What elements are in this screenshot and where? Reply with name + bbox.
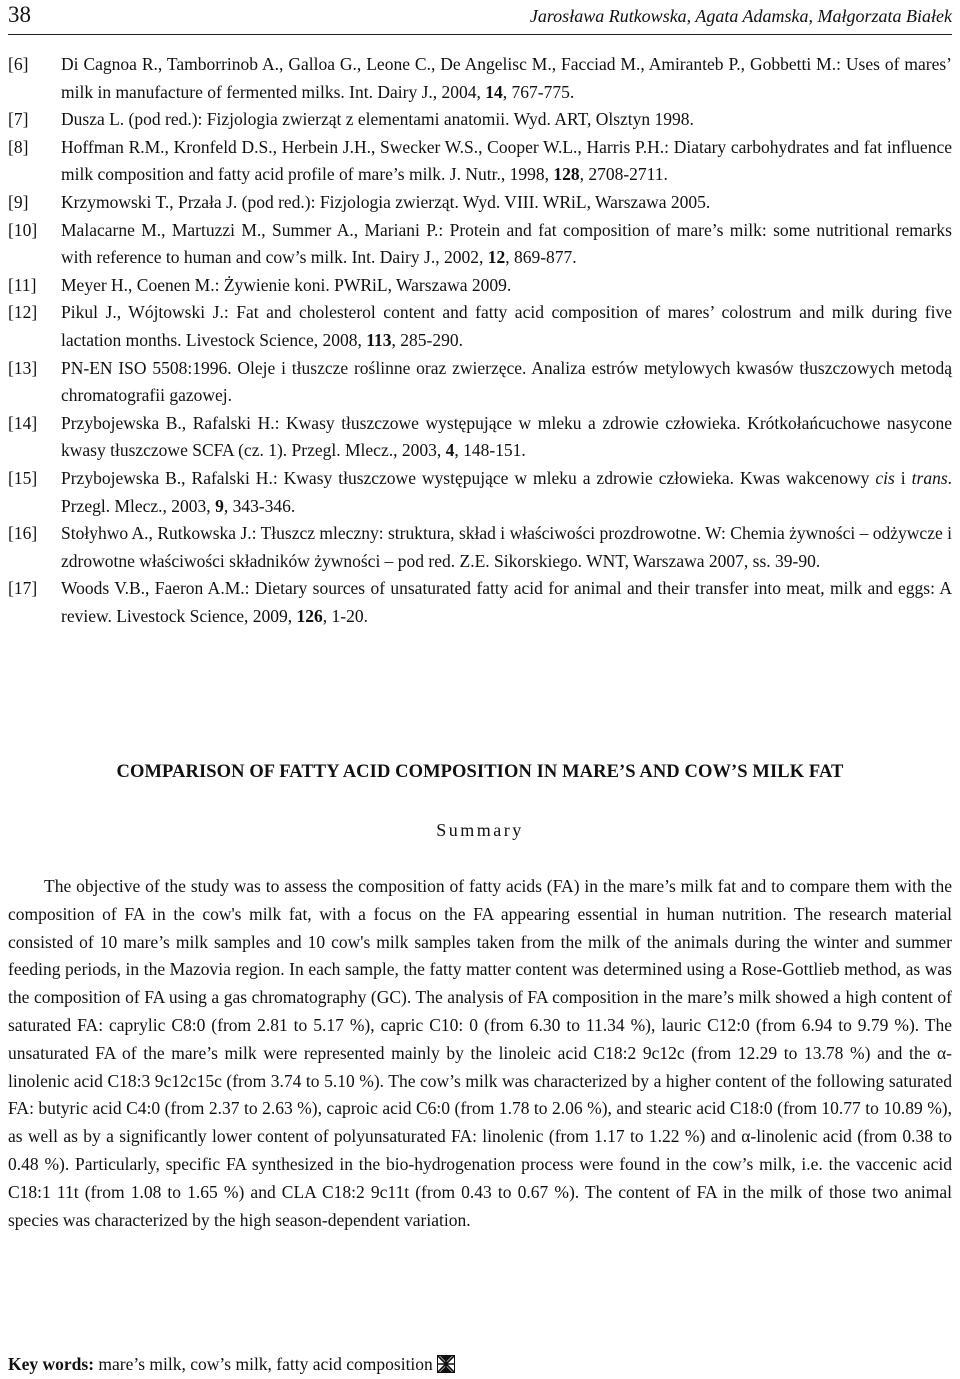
reference-number: [13] (8, 357, 38, 378)
reference-text: Meyer H., Coenen M.: Żywienie koni. PWRiL, Warszawa 2009. (61, 274, 512, 295)
reference-number: [17] (8, 578, 38, 599)
reference-item (8, 51, 952, 106)
reference-pages: , 2708-2711. (579, 164, 668, 185)
reference-number: [7] (8, 109, 29, 130)
reference-list (8, 51, 952, 630)
reference-text: Woods V.B., Faeron A.M.: Dietary sources of unsaturated fatty acid for animal and their transfer into meat, milk and eggs: A review. Livestock Science, 2009, (61, 578, 952, 626)
reference-text: Dusza L. (pod red.): Fizjologia zwierząt z elementami anatomii. Wyd. ART, Olsztyn 1998. (61, 109, 694, 130)
reference-pages: , 1-20. (322, 605, 368, 626)
keywords-label: Key words: (8, 1354, 95, 1374)
reference-italic-term: cis (875, 467, 895, 488)
reference-volume: 4 (445, 440, 455, 461)
reference-text: Malacarne M., Martuzzi M., Summer A., Mariani P.: Protein and fat composition of mare’s milk: some nutritional remarks with reference to human and cow’s milk. Int. Dairy J., 2002, (61, 219, 952, 268)
reference-item (8, 189, 952, 217)
reference-volume: 126 (296, 605, 323, 626)
reference-number: [10] (8, 219, 38, 240)
reference-item (8, 410, 952, 465)
reference-italic-term: trans (911, 467, 948, 488)
page-number: 38 (8, 2, 31, 27)
reference-item (8, 134, 952, 189)
end-of-article-icon (437, 1355, 455, 1373)
reference-pages: , 285-290. (391, 329, 463, 350)
reference-number: [8] (8, 136, 29, 157)
reference-number: [16] (8, 523, 38, 544)
page-header (8, 0, 952, 35)
reference-item (8, 465, 952, 520)
reference-volume: 113 (366, 329, 392, 350)
reference-item (8, 520, 952, 575)
reference-item (8, 355, 952, 410)
reference-volume: 14 (485, 81, 503, 102)
reference-text-joiner: i (894, 467, 912, 488)
reference-item (8, 106, 952, 134)
reference-text: Di Cagnoa R., Tamborrinob A., Galloa G., Leone C., De Angelisc M., Facciad M., Amiranteb P., Gobbetti M.: Uses of mares’ milk in manufacture of fermented milks. Int. Dairy J., 2004, (61, 54, 952, 102)
reference-volume: 12 (487, 247, 506, 268)
reference-pages: , 148-151. (454, 440, 526, 461)
reference-text-continued: . Przegl. Mlecz., 2003, (61, 467, 952, 516)
keywords-text: mare’s milk, cow’s milk, fatty acid composition (98, 1354, 433, 1374)
reference-number: [14] (8, 412, 38, 433)
reference-text: Przybojewska B., Rafalski H.: Kwasy tłuszczowe występujące w mleku a zdrowie człowieka. Kwas wakcenowy (61, 467, 876, 488)
reference-item (8, 217, 952, 272)
reference-item (8, 272, 952, 300)
reference-pages: , 343-346. (223, 495, 296, 516)
summary-heading: Summary (436, 820, 524, 840)
reference-text: Przybojewska B., Rafalski H.: Kwasy tłuszczowe występujące w mleku a zdrowie człowieka. Krótkołańcuchowe nasycone kwasy tłuszczowe SCFA (cz. 1). Przegl. Mlecz., 2003, (61, 412, 952, 461)
reference-number: [11] (8, 274, 37, 295)
reference-pages: , 869-877. (505, 247, 577, 268)
reference-volume: 9 (215, 495, 224, 516)
reference-text: Krzymowski T., Przała J. (pod red.): Fizjologia zwierząt. Wyd. VIII. WRiL, Warszawa 2005. (61, 191, 711, 212)
reference-volume: 128 (553, 164, 580, 185)
reference-text: Hoffman R.M., Kronfeld D.S., Herbein J.H., Swecker W.S., Cooper W.L., Harris P.H.: Diatary carbohydrates and fat influence milk composition and fatty acid profile of mare’s milk. J. Nutr., 1998, (61, 136, 952, 185)
reference-text: Pikul J., Wójtowski J.: Fat and cholesterol content and fatty acid composition of mares’ colostrum and milk during five lactation months. Livestock Science, 2008, (61, 302, 952, 350)
reference-number: [6] (8, 54, 29, 74)
reference-pages: , 767-775. (502, 81, 575, 102)
reference-text: PN-EN ISO 5508:1996. Oleje i tłuszcze roślinne oraz zwierzęce. Analiza estrów metylowych kwasów tłuszczowych metodą chromatografii gazowej. (61, 357, 952, 406)
reference-item (8, 299, 952, 354)
summary-abstract: The objective of the study was to assess the composition of fatty acids (FA) in the mare’s milk fat and to compare them with the composition of FA in the cow's milk fat, with a focus on the FA appearing essential in human nutrition. The research material consisted of 10 mare’s milk samples and 10 cow's milk samples taken from the milk of the animals during the winter and summer feeding periods, in the Mazovia region. In each sample, the fatty matter content was determined using a Rose-Gottlieb method, as was the composition of FA using a gas chromatography (GC). The analysis of FA composition in the mare’s milk showed a high content of saturated FA: caprylic C8:0 (from 2.81 to 5.17 %), capric C10: 0 (from 6.30 to 11.34 %), lauric C12:0 (from 6.94 to 9.79 %). The unsaturated FA of the mare’s milk were represented mainly by the linoleic acid C18:2 9c12c (from 12.29 to 13.78 %) and the α-linolenic acid C18:3 9c12c15c (from 3.74 to 5.10 %). The cow’s milk was characterized by a higher content of the following saturated FA: butyric acid C4:0 (from 2.37 to 2.63 %), caproic acid C6:0 (from 1.78 to 2.06 %), and stearic acid C18:0 (from 10.77 to 10.89 %), as well as by a significantly lower content of polyunsaturated FA: linolenic (from 1.17 to 1.22 %) and α-linolenic acid (from 0.38 to 0.48 %). Particularly, specific FA synthesized in the bio-hydrogenation process were found in the cow’s milk, i.e. the vaccenic acid C18:1 11t (from 1.08 to 1.65 %) and CLA C18:2 9c11t (from 0.43 to 0.67 %). The content of FA in the milk of those two animal species was characterized by the high season-dependent variation. (8, 876, 952, 1230)
reference-item (8, 575, 952, 630)
reference-number: [15] (8, 467, 38, 488)
reference-number: [9] (8, 191, 29, 212)
reference-number: [12] (8, 302, 38, 323)
keywords-line (8, 1352, 952, 1376)
reference-text: Stołyhwo A., Rutkowska J.: Tłuszcz mleczny: struktura, skład i właściwości prozdrowotne. W: Chemia żywności – odżywcze i zdrowotne właściwości składników żywności – pod red. Z.E. Sikorskiego. WNT, Warszawa 2007, ss. 39-90. (61, 523, 952, 571)
english-title: COMPARISON OF FATTY ACID COMPOSITION IN MARE’S AND COW’S MILK FAT (116, 762, 844, 782)
running-head-authors: Jarosława Rutkowska, Agata Adamska, Małgorzata Białek (529, 6, 952, 26)
